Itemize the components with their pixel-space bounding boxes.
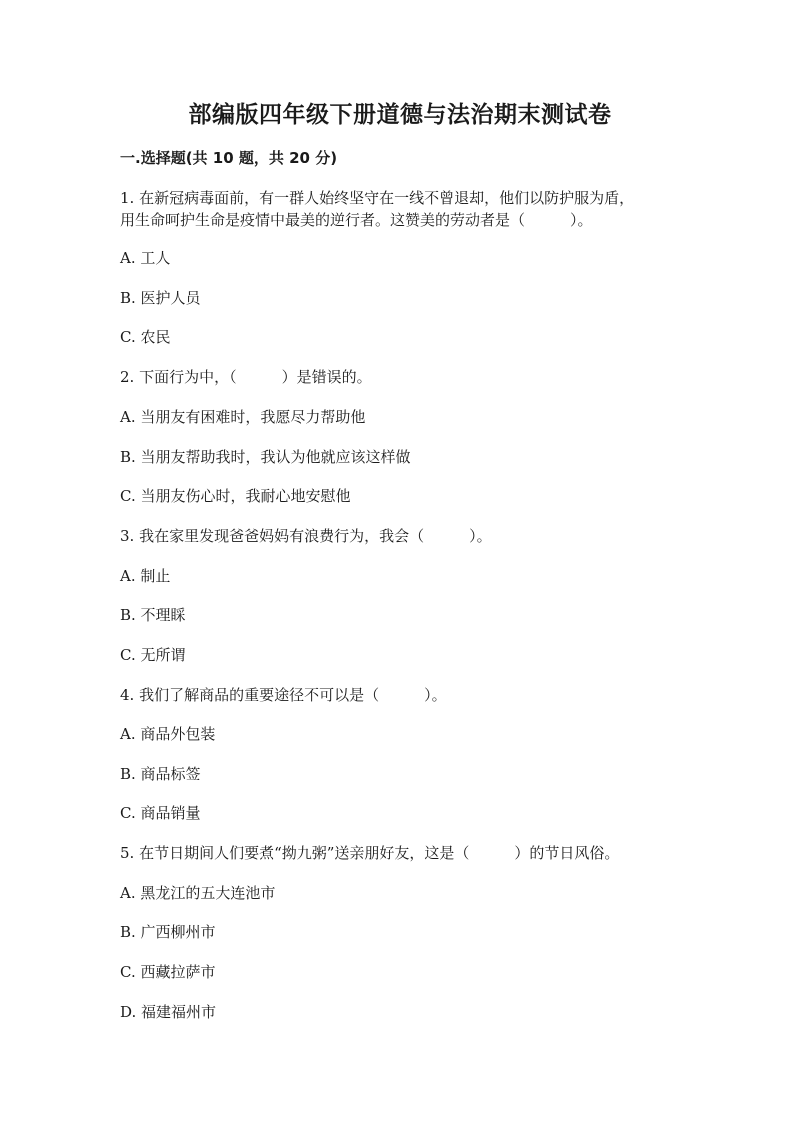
question-3-option-a: A. 制止 [120,567,171,585]
question-2-stem: 2. 下面行为中，（ ）是错误的。 [120,368,372,386]
question-3-option-b: B. 不理睬 [120,606,186,624]
question-3-stem: 3. 我在家里发现爸爸妈妈有浪费行为，我会（ ）。 [120,527,492,545]
question-1-stem-line-2: 用生命呵护生命是疫情中最美的逆行者。这赞美的劳动者是（ ）。 [120,211,593,229]
page-title: 部编版四年级下册道德与法治期末测试卷 [188,102,612,128]
question-5-option-d: D. 福建福州市 [120,1003,217,1021]
question-4-option-c: C. 商品销量 [120,804,201,822]
question-2-option-a: A. 当朋友有困难时，我愿尽力帮助他 [120,408,366,426]
question-1-option-b: B. 医护人员 [120,289,201,307]
question-4-option-b: B. 商品标签 [120,765,201,783]
section-heading: 一.选择题(共 10 题，共 20 分) [120,149,338,167]
question-5-option-b: B. 广西柳州市 [120,923,216,941]
question-5-option-c: C. 西藏拉萨市 [120,963,216,981]
question-5-stem: 5. 在节日期间人们要煮“拗九粥”送亲朋好友，这是（ ）的节日风俗。 [120,844,620,862]
question-4-stem: 4. 我们了解商品的重要途径不可以是（ ）。 [120,686,447,704]
question-4-option-a: A. 商品外包装 [120,725,216,743]
question-1-option-c: C. 农民 [120,328,171,346]
question-2-option-b: B. 当朋友帮助我时，我认为他就应该这样做 [120,448,411,466]
question-2-option-c: C. 当朋友伤心时，我耐心地安慰他 [120,487,351,505]
question-5-option-a: A. 黑龙江的五大连池市 [120,884,276,902]
question-1-option-a: A. 工人 [120,249,171,267]
question-1-stem-line-1: 1. 在新冠病毒面前，有一群人始终坚守在一线不曾退却，他们以防护服为盾， [120,189,635,207]
question-3-option-c: C. 无所谓 [120,646,186,664]
